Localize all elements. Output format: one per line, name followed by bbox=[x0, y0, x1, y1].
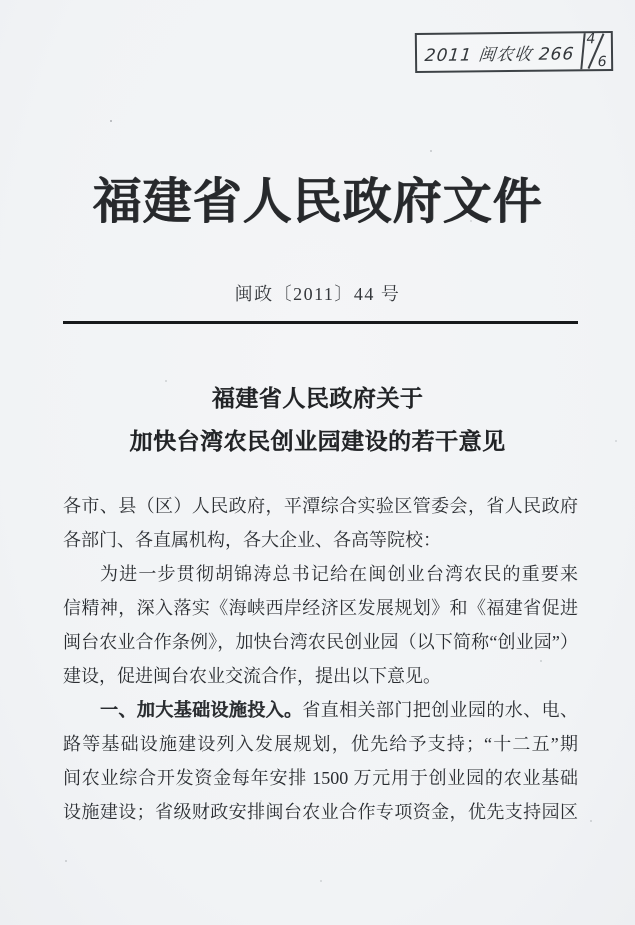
body-line bbox=[63, 761, 578, 795]
document-title-line1: 福建省人民政府关于 bbox=[211, 386, 424, 411]
scan-noise-speckles bbox=[110, 120, 112, 122]
stamp-page-fraction bbox=[584, 33, 611, 69]
text-segment: 为进一步贯彻胡锦涛总书记给在闽创业台湾农民的重要来 bbox=[100, 564, 578, 584]
fraction-denominator: 6 bbox=[598, 54, 608, 71]
body-line bbox=[63, 557, 578, 591]
text-segment: 省直相关部门把创业园的水、电、 bbox=[302, 700, 579, 720]
body-line bbox=[63, 659, 578, 693]
letterhead-title: 福建省人民政府文件 bbox=[92, 174, 543, 229]
fraction-numerator: 4 bbox=[586, 31, 596, 48]
document-title-line2: 加快台湾农民创业园建设的若干意见 bbox=[129, 429, 506, 454]
registration-stamp-box bbox=[415, 31, 613, 73]
registration-stamp bbox=[415, 31, 613, 73]
text-segment: 设施建设；省级财政安排闽台农业合作专项资金，优先支持园区 bbox=[63, 802, 578, 822]
body-line bbox=[63, 625, 578, 659]
text-segment: 各部门、各直属机构，各大企业、各高等院校： bbox=[63, 530, 441, 550]
letterhead-separator-rule bbox=[63, 321, 578, 324]
body-line bbox=[63, 693, 578, 727]
body-line bbox=[63, 727, 578, 761]
document-number: 闽政〔2011〕44 号 bbox=[234, 284, 401, 304]
text-segment: 建设，促进闽台农业交流合作，提出以下意见。 bbox=[63, 666, 441, 686]
document-body bbox=[63, 489, 578, 829]
bold-text-segment: 一、加大基础设施投入。 bbox=[100, 700, 303, 720]
document-title bbox=[0, 377, 635, 463]
body-line bbox=[63, 795, 578, 829]
body-line bbox=[63, 489, 578, 523]
text-segment: 路等基础设施建设列入发展规划，优先给予支持；“十二五”期 bbox=[63, 734, 578, 754]
text-segment: 信精神，深入落实《海峡西岸经济区发展规划》和《福建省促进 bbox=[63, 598, 578, 618]
text-segment: 间农业综合开发资金每年安排 1500 万元用于创业园的农业基础 bbox=[63, 768, 578, 788]
text-segment: 各市、县（区）人民政府，平潭综合实验区管委会，省人民政府 bbox=[63, 496, 578, 516]
body-line bbox=[63, 591, 578, 625]
text-segment: 闽台农业合作条例》，加快台湾农民创业园（以下简称“创业园”） bbox=[63, 632, 578, 652]
body-line bbox=[63, 523, 578, 557]
stamp-handwritten-text: 2011 闽农收 266 bbox=[416, 33, 586, 71]
